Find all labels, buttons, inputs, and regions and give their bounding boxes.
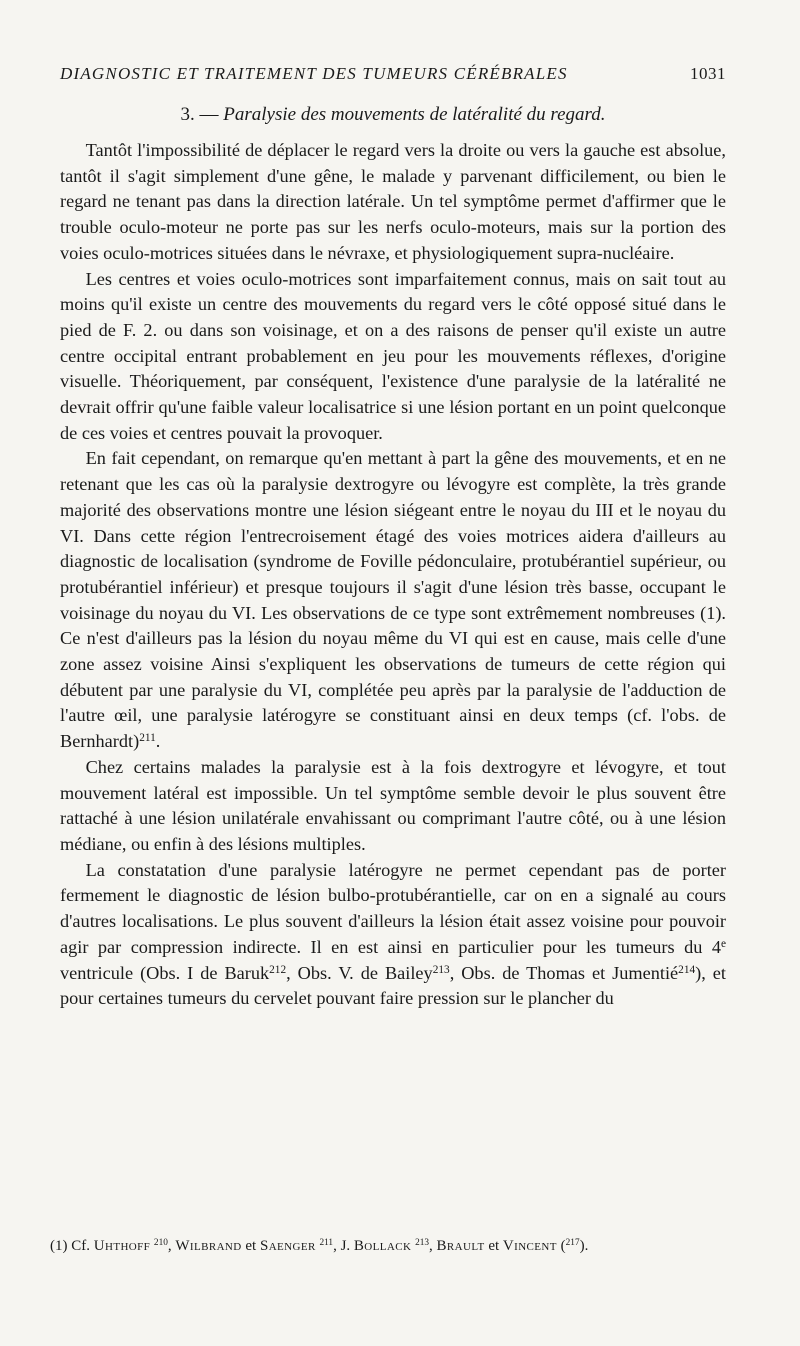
author-vincent: Vincent	[502, 1238, 557, 1254]
author-bollack: Bollack	[353, 1238, 412, 1254]
reference-212: 212	[269, 963, 287, 976]
author-brault: Brault	[436, 1238, 485, 1254]
section-number: 3.	[180, 104, 195, 125]
document-page	[60, 64, 726, 1012]
paragraph-3-text: En fait cependant, on remarque qu'en mettant à part la gêne des mouvements, et en ne retenant que les cas où la paralysie dextrogyre ou lévogyre est complète, la très grande majorité des observations montre une lésion siégeant entre le noyau du III et le noyau du VI. Dans cette région l'entrecroisement étagé des voies motrices aidera d'ailleurs au diagnostic de localisation (syndrome de Foville pédonculaire, protubérantiel supérieur, ou protubérantiel inférieur) et presque toujours il s'agit d'une lésion très basse, occupant le voisinage du noyau du VI. Les observations de ce type sont extrêmement nombreuses (1). Ce n'est d'ailleurs pas la lésion du noyau même du VI qui est en cause, mais celle d'une zone assez voisine Ainsi s'expliquent les observations de tumeurs de cette région qui débutent par une paralysie du VI, complétée peu après par la paralysie de l'adduction de l'autre œil, une paralysie latérogyre se constituant ainsi en deux temps (cf. l'obs. de Bernhardt)	[60, 448, 726, 752]
paragraph-5	[60, 858, 726, 1012]
section-heading	[60, 104, 726, 126]
paragraph-5-text-b: ventricule (Obs. I de Baruk	[60, 962, 270, 983]
ordinal-superscript: e	[720, 937, 726, 950]
running-title: DIAGNOSTIC ET TRAITEMENT DES TUMEURS CÉRÉBRALES	[60, 64, 568, 83]
footnote-paren-open: (	[560, 1238, 566, 1254]
footnote-paren-close: ).	[579, 1238, 589, 1254]
author-wilbrand: Wilbrand	[175, 1238, 242, 1254]
reference-214: 214	[678, 963, 696, 976]
page-number: 1031	[690, 64, 726, 83]
running-header	[60, 64, 726, 84]
paragraph-3	[60, 446, 726, 754]
reference-213: 213	[432, 963, 450, 976]
reference-211: 211	[139, 731, 156, 744]
paragraph-5-text-c: , Obs. V. de Bailey	[286, 962, 433, 983]
paragraph-3-end: .	[155, 731, 161, 752]
paragraph-5-text-e: ), et pour certaines tumeurs du cervelet pouvant faire pression sur le plancher du	[60, 962, 726, 1009]
footnote-cf: Cf.	[71, 1238, 90, 1254]
paragraph-5-text-a: La constatation d'une paralysie latérogyre ne permet cependant pas de porter fermement le diagnostic de lésion bulbo-protubérantielle, car on en a signalé au cours d'autres localisations. Le plus souvent d'ailleurs la lésion était assez voisine pour pouvoir agir par compression indirecte. Il en est ainsi en particulier pour les tumeurs du 4	[60, 859, 726, 957]
footnote-marker: (1)	[50, 1238, 68, 1254]
author-uhthoff: Uhthoff	[93, 1238, 151, 1254]
footnote-sep-1: ,	[167, 1238, 172, 1254]
paragraph-4: Chez certains malades la paralysie est à la fois dextrogyre et lévogyre, et tout mouvement latéral est impossible. Un tel symptôme semble devoir le plus souvent être rattaché à une lésion unilatérale envahissant ou comprimant l'autre côté, ou à une lésion médiane, ou enfin à des lésions multiples.	[60, 756, 726, 854]
footnote-ref-213: 213	[415, 1237, 430, 1248]
footnote-et-1: et	[245, 1238, 257, 1254]
footnote-ref-217: 217	[565, 1237, 580, 1248]
paragraph-2: Les centres et voies oculo-motrices sont imparfaitement connus, mais on sait tout au moins qu'il existe un centre des mouvements du regard vers le côté opposé situé dans le pied de F. 2. ou dans son voisinage, et on a des raisons de penser qu'il existe un autre centre occipital entrant probablement en jeu pour les mouvements réflexes, d'origine visuelle. Théoriquement, par conséquent, l'existence d'une paralysie de la latéralité ne devrait offrir qu'une faible valeur localisatrice si une lésion portant en un point quelconque de ces voies et centres pouvait la provoquer.	[60, 268, 726, 443]
section-title: Paralysie des mouvements de latéralité du regard.	[223, 104, 606, 125]
footnote-ref-211: 211	[319, 1237, 334, 1248]
footnote-et-2: et	[488, 1238, 500, 1254]
footnote-ref-210: 210	[153, 1237, 168, 1248]
paragraph-5-text-d: , Obs. de Thomas et Jumentié	[449, 962, 679, 983]
author-saenger: Saenger	[259, 1238, 316, 1254]
body-text	[60, 138, 726, 1012]
section-dash: —	[199, 104, 219, 125]
footnote	[50, 1237, 726, 1255]
footnote-sep-2: , J.	[333, 1238, 351, 1254]
footnote-sep-3: ,	[429, 1238, 433, 1254]
paragraph-1: Tantôt l'impossibilité de déplacer le regard vers la droite ou vers la gauche est absolue, tantôt il s'agit simplement d'une gêne, le malade y parvenant difficilement, ou bien le regard ne tenant pas dans la direction latérale. Un tel symptôme permet d'affirmer que le trouble oculo-moteur ne porte pas sur les nerfs oculo-moteurs, mais sur la portion des voies oculo-motrices situées dans le névraxe, et physiologiquement supra-nucléaire.	[60, 140, 726, 263]
